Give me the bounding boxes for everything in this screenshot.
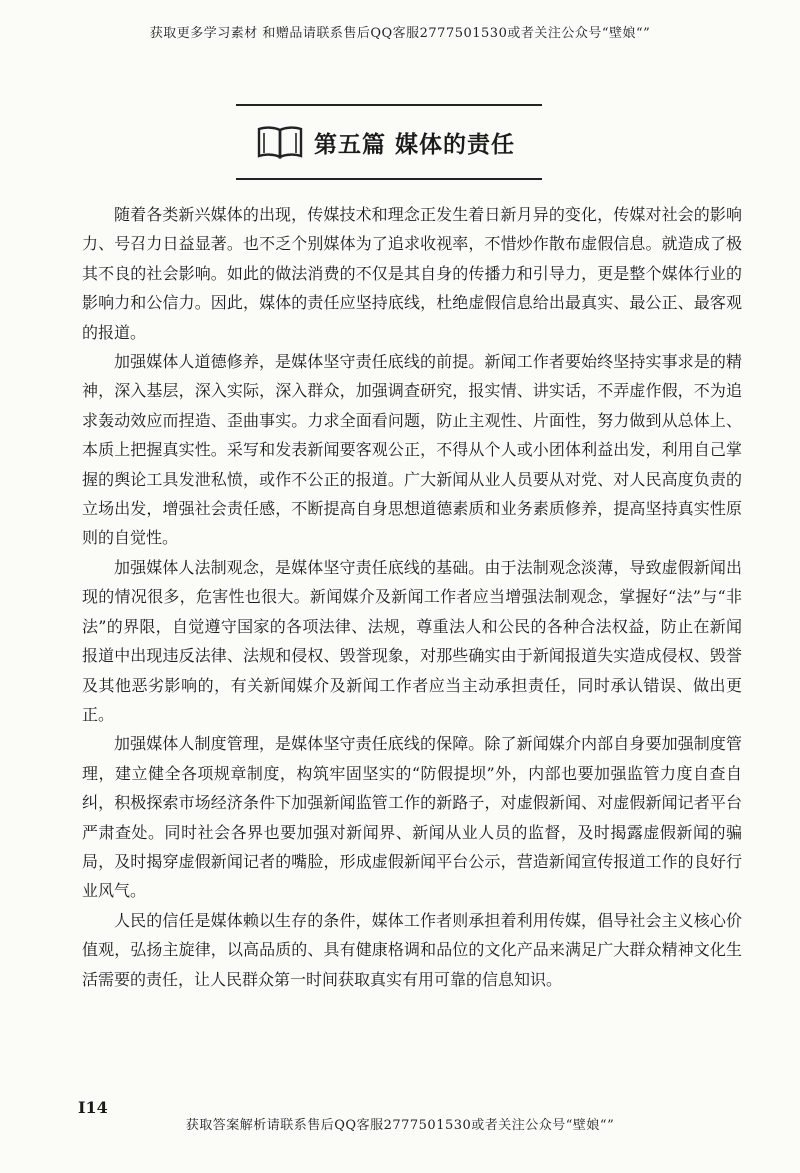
- paragraph-management: 加强媒体人制度管理，是媒体坚守责任底线的保障。除了新闻媒介内部自身要加强制度管理，建立健全各项规章制度，构筑牢固坚实的“防假提坝”外，内部也要加强监管力度自查自纠，积极探索市场经济条件下加强新闻监管工作的新路子，对虚假新闻、对虚假新闻记者平台严肃查处。同时社会各界也要加强对新闻界、新闻从业人员的监督，及时揭露虚假新闻的骗局，及时揭穿虚假新闻记者的嘴脸，形成虚假新闻平台公示，营造新闻宣传报道工作的良好行业风气。: [82, 734, 742, 901]
- header-note: 获取更多学习素材 和赠品请联系售后QQ客服2777501530或者关注公众号“壁娘“”: [149, 26, 651, 41]
- page-number: I14: [78, 1098, 108, 1117]
- chapter-title-block: [236, 104, 542, 184]
- open-book-icon: [256, 125, 304, 159]
- title-bottom-rule: [236, 178, 542, 180]
- paragraph-legal: 加强媒体人法制观念，是媒体坚守责任底线的基础。由于法制观念淡薄，导致虚假新闻出现的情况很多，危害性也很大。新闻媒介及新闻工作者应当增强法制观念，掌握好“法”与“非法”的界限，自觉遵守国家的各项法律、法规，尊重法人和公民的各种合法权益，防止在新闻报道中出现违反法律、法规和侵权、毁誉现象，对那些确实由于新闻报道失实造成侵权、毁誉及其他恶劣影响的，有关新闻媒介及新闻工作者应当主动承担责任，同时承认错误、做出更正。: [82, 557, 742, 724]
- paragraph-intro: 随着各类新兴媒体的出现，传媒技术和理念正发生着日新月异的变化，传媒对社会的影响力、号召力日益显著。也不乏个别媒体为了追求收视率，不惜炒作散布虚假信息。就造成了极其不良的社会影响。如此的做法消费的不仅是其自身的传播力和引导力，更是整个媒体行业的影响力和公信力。因此，媒体的责任应坚持底线，杜绝虚假信息给出最真实、最公正、最客观的报道。: [82, 205, 742, 342]
- paragraph-morality: 加强媒体人道德修养，是媒体坚守责任底线的前提。新闻工作者要始终坚持实事求是的精神，深入基层，深入实际，深入群众，加强调查研究，报实情、讲实话，不弄虚作假，不为追求轰动效应而捏造、歪曲事实。力求全面看问题，防止主观性、片面性，努力做到从总体上、本质上把握真实性。采写和发表新闻要客观公正，不得从个人或小团体利益出发，利用自己掌握的舆论工具发泄私愤，或作不公正的报道。广大新闻从业人员要从对党、对人民高度负责的立场出发，增强社会责任感，不断提高自身思想道德素质和业务素质修养，提高坚持真实性原则的自觉性。: [82, 352, 742, 548]
- article-body: [82, 200, 742, 994]
- title-top-rule: [236, 104, 542, 106]
- paragraph-conclusion: 人民的信任是媒体赖以生存的条件，媒体工作者则承担着利用传媒，倡导社会主义核心价值观，弘扬主旋律，以高品质的、具有健康格调和品位的文化产品来满足广大群众精神文化生活需要的责任，让人民群众第一时间获取真实有用可靠的信息知识。: [82, 910, 742, 989]
- title-row: [256, 122, 515, 162]
- chapter-title: 第五篇 媒体的责任: [314, 131, 516, 158]
- footer-note: 获取答案解析请联系售后QQ客服2777501530或者关注公众号“壁娘“”: [185, 1118, 615, 1133]
